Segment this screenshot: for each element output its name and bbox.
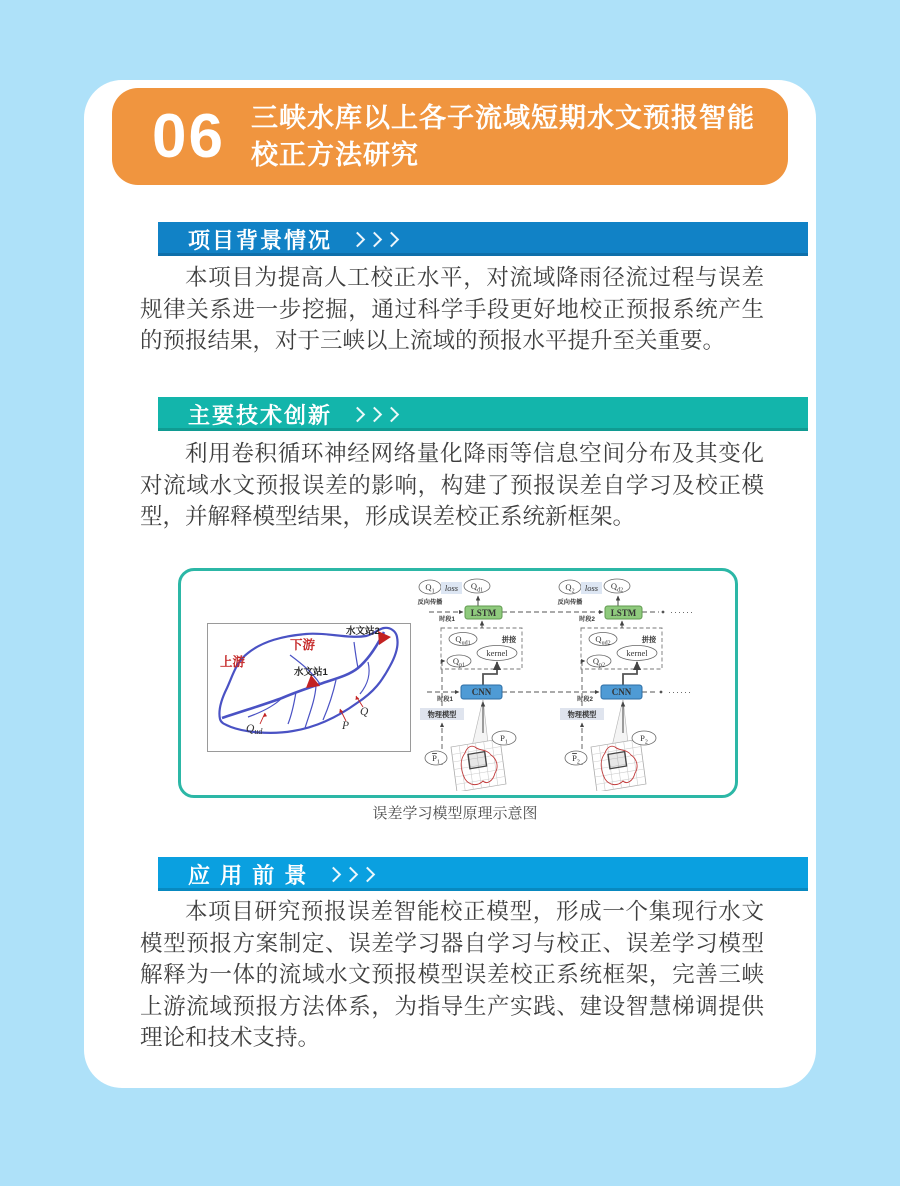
page-header	[112, 88, 788, 185]
q-label: Q	[360, 706, 369, 718]
svg-text:P2: $P_2$	[572, 753, 580, 766]
svg-text:······: ······	[668, 687, 692, 697]
network-unit-2	[558, 579, 662, 791]
concat-label: 拼接	[641, 635, 657, 644]
svg-text:Qd1: $Q_{d1}$	[470, 581, 484, 594]
network-unit-1	[418, 579, 522, 791]
loss-label: loss	[584, 583, 599, 593]
section-header-application	[158, 857, 808, 891]
chevron-right-icon	[328, 869, 379, 880]
chevron-right-icon	[352, 409, 403, 420]
figure-caption: 误差学习模型原理示意图	[372, 805, 538, 822]
period-label-lstm: 时段1	[439, 616, 455, 623]
watershed-map	[207, 623, 411, 752]
svg-text:Qud1: $Q_{ud1}$	[455, 634, 471, 647]
page-title	[251, 100, 755, 174]
svg-text:CNN: CNN	[611, 687, 632, 697]
station2-label: 水文站2	[346, 626, 380, 637]
content-card	[84, 80, 816, 1088]
svg-text:物理模型: 物理模型	[567, 710, 597, 719]
svg-text:P1: $P_1$	[432, 753, 440, 766]
svg-text:Qp2: $Q_{p2}$	[592, 656, 606, 669]
section-header-innovation-label: 主要技术创新	[188, 402, 333, 428]
upstream-label: 上游	[220, 655, 246, 669]
station1-label: 水文站1	[294, 667, 328, 678]
svg-text:物理模型: 物理模型	[427, 710, 457, 719]
svg-text:P1: $P_1$	[500, 733, 508, 746]
svg-text:LSTM: LSTM	[610, 608, 637, 618]
error-learning-network-diagram	[407, 575, 729, 791]
svg-text:P2: $P_2$	[640, 733, 648, 746]
section-header-background	[158, 222, 808, 256]
section-header-background-label: 项目背景情况	[188, 227, 333, 253]
svg-text:Qd2: $Q_{d2}$	[610, 581, 624, 594]
downstream-label: 下游	[290, 638, 316, 652]
period-label-lstm: 时段2	[579, 616, 595, 623]
kernel-label: kernel	[486, 648, 508, 658]
period-label-cnn: 时段1	[437, 696, 453, 703]
svg-text:Qud2: $Q_{ud2}$	[595, 634, 611, 647]
application-paragraph: 本项目研究预报误差智能校正模型，形成一个集现行水文模型预报方案制定、误差学习器自学习与校正、误差学习模型解释为一体的流域水文预报模型误差校正系统框架，完善三峡上游流域预报方法体系，为指导生产实践、建设智慧梯调提供理论和技术支持。	[140, 899, 764, 1050]
backprop-label: 反向传播	[417, 599, 443, 606]
page-title-line2: 校正方法研究	[250, 139, 419, 170]
figure-error-learning-model	[178, 568, 738, 798]
section-number: 06	[152, 102, 225, 171]
svg-text:Q2: $Q_2$	[565, 582, 575, 595]
section-header-innovation	[158, 397, 808, 431]
kernel-label: kernel	[626, 648, 648, 658]
svg-text:LSTM: LSTM	[470, 608, 497, 618]
page-title-line1: 三峡水库以上各子流域短期水文预报智能	[250, 102, 755, 133]
loss-label: loss	[444, 583, 459, 593]
chevron-right-icon	[352, 234, 403, 245]
concat-label: 拼接	[501, 635, 517, 644]
background-paragraph: 本项目为提高人工校正水平，对流域降雨径流过程与误差规律关系进一步挖掘，通过科学手段更好地校正预报系统产生的预报结果，对于三峡以上流域的预报水平提升至关重要。	[140, 265, 764, 353]
period-label-cnn: 时段2	[577, 696, 593, 703]
svg-text:······: ······	[670, 607, 694, 617]
innovation-paragraph: 利用卷积循环神经网络量化降雨等信息空间分布及其变化对流域水文预报误差的影响，构建了预报误差自学习及校正模型，并解释模型结果，形成误差校正系统新框架。	[140, 441, 764, 529]
svg-text:Qp1: $Q_{p1}$	[452, 656, 466, 669]
backprop-label: 反向传播	[557, 599, 583, 606]
svg-text:CNN: CNN	[471, 687, 492, 697]
svg-text:Q1: $Q_1$	[425, 582, 435, 595]
p-label: P	[342, 720, 350, 732]
section-header-application-label: 应 用 前 景	[188, 862, 309, 888]
q-ud-label: Qud	[246, 723, 263, 736]
precip-grid-plane	[591, 739, 646, 791]
precip-grid-plane	[451, 739, 506, 791]
